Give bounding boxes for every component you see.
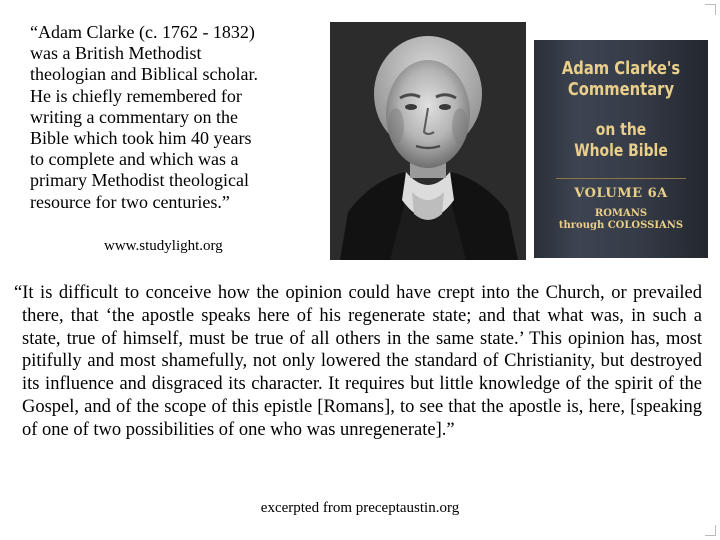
book-subtitle: on the Whole Bible [574, 120, 668, 161]
main-source: excerpted from preceptaustin.org [260, 500, 460, 516]
slide-corner-mark [705, 4, 716, 15]
slide-corner-mark [705, 525, 716, 536]
intro-source: www.studylight.org [104, 238, 223, 254]
book-cover-image [534, 40, 708, 258]
intro-quote: “Adam Clarke (c. 1762 - 1832) was a British Methodist theologian and Biblical scholar. He is chiefly remembered for writing a commentary on the Bible which took him 40 years to complete and which was a primary Methodist theological resource for two centuries.” [30, 22, 258, 212]
main-quote: “It is difficult to conceive how the opinion could have crept into the Church, or prevailed there, that ‘the apostle speaks here of his regenerate state; and that what was, in such a state, true of himself, must be true of all others in the same state.’ This opinion has, most pitifully and most shamefully, not only lowered the standard of Christianity, but destroyed its influence and disgraced its character. It requires but little knowledge of the spirit of the Gospel, and of the scope of this epistle [Romans], to see that the apostle is, here, [speaking of one of two possibilities of one who was unregenerate].” [14, 283, 702, 440]
book-title: Adam Clarke's Commentary [561, 58, 681, 100]
portrait-image [330, 22, 526, 260]
book-volume: VOLUME 6A [574, 186, 668, 201]
book-contents: ROMANS through COLOSSIANS [558, 208, 684, 231]
book-divider [556, 178, 686, 179]
portrait-engraving [330, 22, 526, 260]
